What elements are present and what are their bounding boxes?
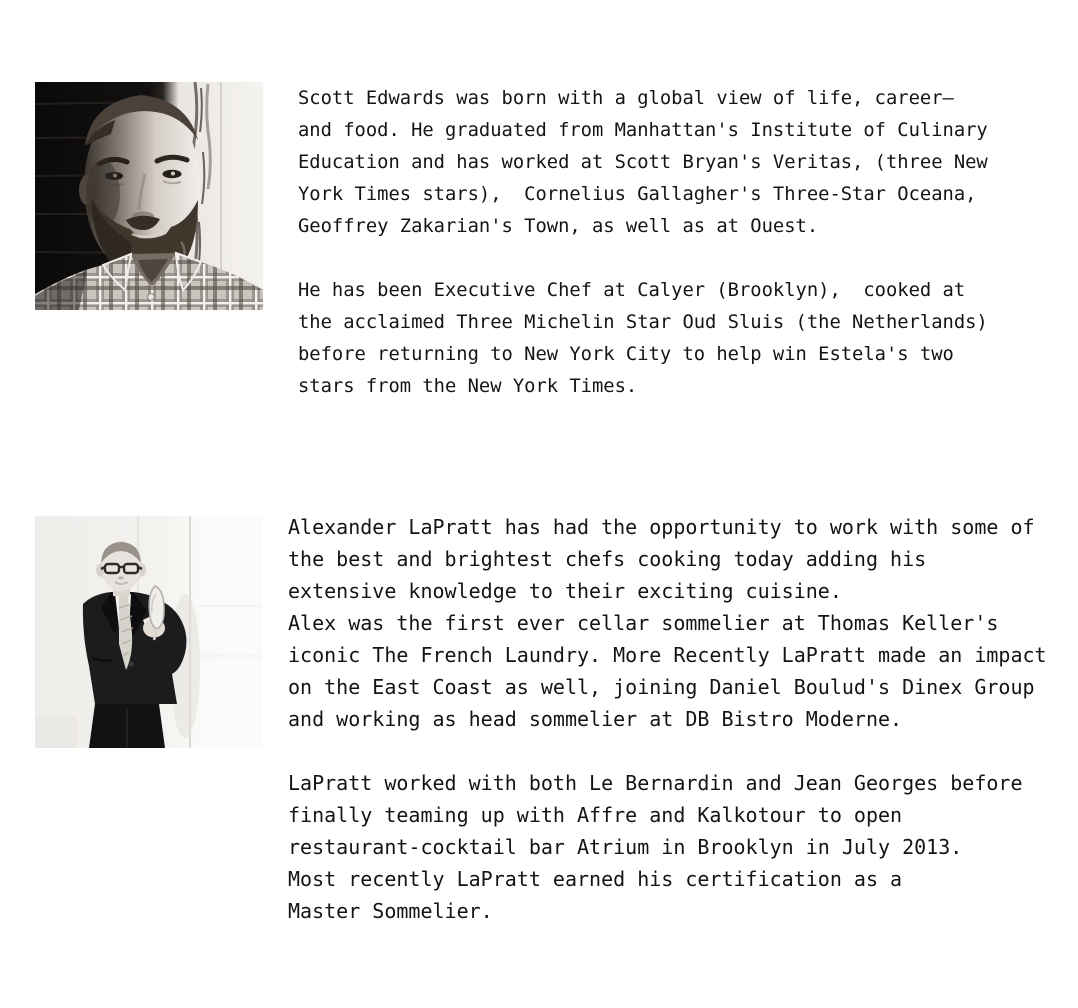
photo-scott-edwards [35,82,263,310]
bio-text-line: on the East Coast as well, joining Daniel Boulud's Dinex Group [288,675,1035,699]
bio-text-line: Alexander LaPratt has had the opportunity to work with some of [288,515,1035,539]
bio-text-alexander-lapratt [288,511,1047,927]
bio-text-line: Most recently LaPratt earned his certification as a [288,867,903,891]
bio-text-line: Master Sommelier. [288,899,493,923]
bio-text-line: before returning to New York City to help win Estela's two [298,344,954,365]
bio-text-line: Education and has worked at Scott Bryan's Veritas, (three New [298,152,988,173]
bio-text-line: Scott Edwards was born with a global view of life, career— [298,88,954,109]
bio-text-line: the best and brightest chefs cooking today adding his [288,547,927,571]
bio-text-line: Alex was the first ever cellar sommelier at Thomas Keller's [288,611,999,635]
bio-text-line: extensive knowledge to their exciting cuisine. [288,579,842,603]
photo-scott-edwards-illustration [35,82,263,310]
bio-text-line: restaurant-cocktail bar Atrium in Brooklyn in July 2013. [288,835,963,859]
bio-text-line: the acclaimed Three Michelin Star Oud Sluis (the Netherlands) [298,312,988,333]
bio-text-line: iconic The French Laundry. More Recently LaPratt made an impact [288,643,1047,667]
bio-paragraph [298,83,988,243]
bio-text-line: stars from the New York Times. [298,376,638,397]
bio-text-line: Geoffrey Zakarian's Town, as well as at Ouest. [298,216,819,237]
bio-text-line: finally teaming up with Affre and Kalkotour to open [288,803,903,827]
bio-text-line: and working as head sommelier at DB Bistro Moderne. [288,707,903,731]
bio-text-line: He has been Executive Chef at Calyer (Brooklyn), cooked at [298,280,966,301]
bio-text-line: York Times stars), Cornelius Gallagher's Three-Star Oceana, [298,184,977,205]
photo-alexander-lapratt [35,516,262,748]
bio-paragraph [288,511,1047,735]
bio-paragraph [288,767,1047,927]
bio-text-line: LaPratt worked with both Le Bernardin and Jean Georges before [288,771,1023,795]
bio-paragraph [298,275,988,403]
photo-alexander-lapratt-illustration [35,516,262,748]
bio-text-line: and food. He graduated from Manhattan's Institute of Culinary [298,120,988,141]
bio-text-scott-edwards [298,83,988,403]
